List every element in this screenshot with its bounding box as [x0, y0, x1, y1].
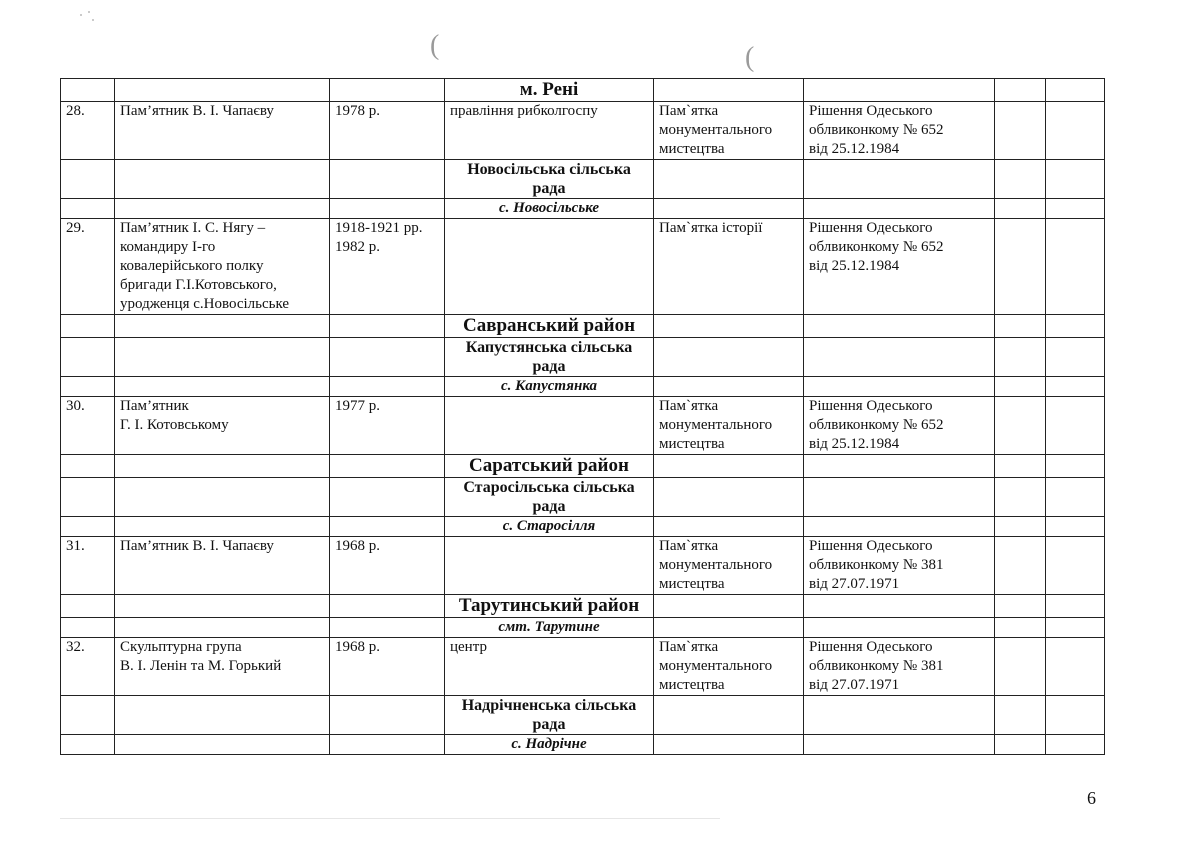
empty-cell: [1046, 537, 1105, 595]
empty-cell: [61, 160, 115, 199]
empty-cell: [61, 377, 115, 397]
empty-cell: [995, 160, 1046, 199]
monument-name: [115, 537, 330, 595]
protection-decision: [804, 219, 995, 315]
section-heading-row: [61, 595, 1105, 618]
section-heading: с. Капустянка: [445, 377, 654, 397]
monument-name: [115, 397, 330, 455]
monument-date-line: 1982 р.: [335, 239, 380, 255]
monuments-table: [60, 78, 1105, 755]
empty-cell: [61, 79, 115, 102]
empty-cell: [995, 455, 1046, 478]
empty-cell: [995, 377, 1046, 397]
section-heading: с. Старосілля: [445, 517, 654, 537]
monument-category-line: мистецтва: [659, 677, 725, 693]
empty-cell: [804, 377, 995, 397]
empty-cell: [654, 478, 804, 517]
protection-decision-line: облвиконкому № 652: [809, 122, 944, 138]
section-heading-row: [61, 377, 1105, 397]
monument-name-line: В. І. Ленін та М. Горький: [120, 658, 282, 674]
section-heading-row: [61, 517, 1105, 537]
empty-cell: [330, 696, 445, 735]
monument-name-line: Пам’ятник: [120, 398, 189, 414]
empty-cell: [330, 315, 445, 338]
empty-cell: [995, 199, 1046, 219]
empty-cell: [61, 696, 115, 735]
empty-cell: [61, 478, 115, 517]
empty-cell: [995, 517, 1046, 537]
monument-date-line: 1968 р.: [335, 639, 380, 655]
monument-category: [654, 638, 804, 696]
monument-name-line: Скульптурна група: [120, 639, 242, 655]
empty-cell: [804, 199, 995, 219]
empty-cell: [1046, 517, 1105, 537]
empty-cell: [1046, 79, 1105, 102]
monument-category: [654, 219, 804, 315]
empty-cell: [1046, 377, 1105, 397]
empty-cell: [995, 397, 1046, 455]
monument-name: [115, 102, 330, 160]
empty-cell: [330, 160, 445, 199]
table-row: [61, 537, 1105, 595]
page-number: 6: [1087, 788, 1096, 808]
monument-name-line: командиру І-го: [120, 239, 216, 255]
empty-cell: [115, 315, 330, 338]
scan-specks: [78, 10, 98, 24]
empty-cell: [654, 455, 804, 478]
protection-decision: [804, 102, 995, 160]
empty-cell: [61, 517, 115, 537]
protection-decision-line: від 25.12.1984: [809, 258, 900, 274]
empty-cell: [995, 618, 1046, 638]
section-heading: с. Надрічне: [445, 735, 654, 755]
empty-cell: [1046, 397, 1105, 455]
scan-artifact-line: [60, 818, 720, 819]
monument-location: [445, 537, 654, 595]
scan-mark-right: (: [745, 42, 755, 73]
monument-category: [654, 397, 804, 455]
section-heading-row: [61, 79, 1105, 102]
section-heading: смт. Тарутине: [445, 618, 654, 638]
section-heading: с. Новосільське: [445, 199, 654, 219]
empty-cell: [804, 618, 995, 638]
empty-cell: [804, 315, 995, 338]
table-row: [61, 219, 1105, 315]
monument-name-line: ковалерійського полку: [120, 258, 264, 274]
empty-cell: [115, 338, 330, 377]
empty-cell: [804, 338, 995, 377]
empty-cell: [804, 455, 995, 478]
empty-cell: [115, 377, 330, 397]
empty-cell: [654, 377, 804, 397]
empty-cell: [654, 79, 804, 102]
entry-number: 28.: [61, 102, 115, 160]
empty-cell: [995, 478, 1046, 517]
empty-cell: [804, 735, 995, 755]
monument-date: [330, 102, 445, 160]
monument-category-line: Пам`ятка: [659, 398, 719, 414]
monument-name-line: бригади Г.І.Котовського,: [120, 277, 277, 293]
empty-cell: [654, 338, 804, 377]
monument-name-line: Пам’ятник В. І. Чапаєву: [120, 103, 274, 119]
section-heading-row: [61, 455, 1105, 478]
empty-cell: [61, 595, 115, 618]
monument-name-line: Пам’ятник В. І. Чапаєву: [120, 538, 274, 554]
empty-cell: [330, 478, 445, 517]
empty-cell: [330, 618, 445, 638]
empty-cell: [654, 696, 804, 735]
monument-category-line: Пам`ятка історії: [659, 220, 763, 236]
monument-location: [445, 397, 654, 455]
empty-cell: [1046, 102, 1105, 160]
empty-cell: [995, 338, 1046, 377]
empty-cell: [804, 478, 995, 517]
monument-date: [330, 537, 445, 595]
empty-cell: [995, 735, 1046, 755]
empty-cell: [654, 595, 804, 618]
monument-category-line: монументального: [659, 557, 773, 573]
empty-cell: [115, 618, 330, 638]
empty-cell: [115, 735, 330, 755]
empty-cell: [330, 735, 445, 755]
monument-date: [330, 638, 445, 696]
section-heading-row: [61, 735, 1105, 755]
protection-decision-line: Рішення Одеського: [809, 538, 933, 554]
monument-category-line: монументального: [659, 122, 773, 138]
empty-cell: [1046, 315, 1105, 338]
empty-cell: [115, 595, 330, 618]
monument-location: центр: [445, 638, 654, 696]
monument-category-line: Пам`ятка: [659, 639, 719, 655]
section-heading-row: [61, 199, 1105, 219]
empty-cell: [654, 735, 804, 755]
section-heading-row: [61, 478, 1105, 517]
protection-decision-line: облвиконкому № 381: [809, 557, 944, 573]
entry-number: 32.: [61, 638, 115, 696]
monument-name-line: Пам’ятник І. С. Нягу –: [120, 220, 266, 236]
monument-date-line: 1918-1921 рр.: [335, 220, 423, 236]
empty-cell: [1046, 455, 1105, 478]
protection-decision-line: від 27.07.1971: [809, 576, 900, 592]
empty-cell: [654, 315, 804, 338]
protection-decision: [804, 397, 995, 455]
empty-cell: [995, 102, 1046, 160]
empty-cell: [115, 199, 330, 219]
protection-decision-line: облвиконкому № 652: [809, 417, 944, 433]
empty-cell: [330, 79, 445, 102]
empty-cell: [1046, 735, 1105, 755]
monuments-table-body: [61, 79, 1105, 755]
empty-cell: [995, 595, 1046, 618]
section-heading-row: [61, 696, 1105, 735]
empty-cell: [1046, 219, 1105, 315]
empty-cell: [804, 595, 995, 618]
protection-decision-line: від 27.07.1971: [809, 677, 900, 693]
empty-cell: [115, 455, 330, 478]
empty-cell: [61, 338, 115, 377]
monument-date: [330, 219, 445, 315]
empty-cell: [330, 377, 445, 397]
protection-decision-line: облвиконкому № 381: [809, 658, 944, 674]
empty-cell: [1046, 595, 1105, 618]
monument-category-line: Пам`ятка: [659, 538, 719, 554]
empty-cell: [995, 696, 1046, 735]
empty-cell: [61, 199, 115, 219]
protection-decision-line: від 25.12.1984: [809, 141, 900, 157]
empty-cell: [654, 160, 804, 199]
section-heading: Старосільська сільська рада: [445, 478, 654, 517]
monument-date-line: 1978 р.: [335, 103, 380, 119]
monument-date: [330, 397, 445, 455]
section-heading: м. Рені: [445, 79, 654, 102]
empty-cell: [804, 79, 995, 102]
empty-cell: [1046, 199, 1105, 219]
empty-cell: [330, 338, 445, 377]
monument-category-line: мистецтва: [659, 436, 725, 452]
monument-location: правління рибколгоспу: [445, 102, 654, 160]
entry-number: 31.: [61, 537, 115, 595]
protection-decision-line: Рішення Одеського: [809, 639, 933, 655]
empty-cell: [330, 517, 445, 537]
empty-cell: [115, 517, 330, 537]
monument-name: [115, 638, 330, 696]
empty-cell: [115, 79, 330, 102]
monument-name-line: уродженця с.Новосільське: [120, 296, 290, 312]
section-heading: Капустянська сільська рада: [445, 338, 654, 377]
section-heading: Савранський район: [445, 315, 654, 338]
monument-category-line: мистецтва: [659, 141, 725, 157]
entry-number: 30.: [61, 397, 115, 455]
empty-cell: [654, 618, 804, 638]
monument-date-line: 1977 р.: [335, 398, 380, 414]
empty-cell: [654, 517, 804, 537]
protection-decision-line: облвиконкому № 652: [809, 239, 944, 255]
empty-cell: [654, 199, 804, 219]
table-row: [61, 638, 1105, 696]
empty-cell: [1046, 160, 1105, 199]
monument-category-line: монументального: [659, 417, 773, 433]
monument-category: [654, 537, 804, 595]
monument-name-line: Г. І. Котовському: [120, 417, 229, 433]
protection-decision-line: Рішення Одеського: [809, 103, 933, 119]
empty-cell: [330, 199, 445, 219]
empty-cell: [995, 315, 1046, 338]
empty-cell: [61, 735, 115, 755]
section-heading: Надрічненська сільська рада: [445, 696, 654, 735]
empty-cell: [115, 696, 330, 735]
protection-decision: [804, 638, 995, 696]
section-heading-row: [61, 618, 1105, 638]
empty-cell: [995, 219, 1046, 315]
table-row: [61, 102, 1105, 160]
empty-cell: [115, 478, 330, 517]
section-heading-row: [61, 338, 1105, 377]
protection-decision: [804, 537, 995, 595]
empty-cell: [1046, 638, 1105, 696]
section-heading: Саратський район: [445, 455, 654, 478]
empty-cell: [61, 315, 115, 338]
monument-category-line: Пам`ятка: [659, 103, 719, 119]
empty-cell: [330, 455, 445, 478]
empty-cell: [995, 537, 1046, 595]
entry-number: 29.: [61, 219, 115, 315]
section-heading: Новосільська сільська рада: [445, 160, 654, 199]
protection-decision-line: Рішення Одеського: [809, 220, 933, 236]
monument-date-line: 1968 р.: [335, 538, 380, 554]
empty-cell: [995, 79, 1046, 102]
empty-cell: [804, 160, 995, 199]
empty-cell: [61, 455, 115, 478]
empty-cell: [804, 517, 995, 537]
monument-category-line: монументального: [659, 658, 773, 674]
scan-mark-left: (: [430, 30, 440, 61]
section-heading: Тарутинський район: [445, 595, 654, 618]
section-heading-row: [61, 160, 1105, 199]
monument-name: [115, 219, 330, 315]
monument-category: [654, 102, 804, 160]
empty-cell: [1046, 478, 1105, 517]
monument-category-line: мистецтва: [659, 576, 725, 592]
empty-cell: [1046, 618, 1105, 638]
empty-cell: [804, 696, 995, 735]
empty-cell: [1046, 338, 1105, 377]
empty-cell: [330, 595, 445, 618]
empty-cell: [115, 160, 330, 199]
empty-cell: [61, 618, 115, 638]
protection-decision-line: від 25.12.1984: [809, 436, 900, 452]
empty-cell: [1046, 696, 1105, 735]
table-row: [61, 397, 1105, 455]
empty-cell: [995, 638, 1046, 696]
section-heading-row: [61, 315, 1105, 338]
protection-decision-line: Рішення Одеського: [809, 398, 933, 414]
monument-location: [445, 219, 654, 315]
